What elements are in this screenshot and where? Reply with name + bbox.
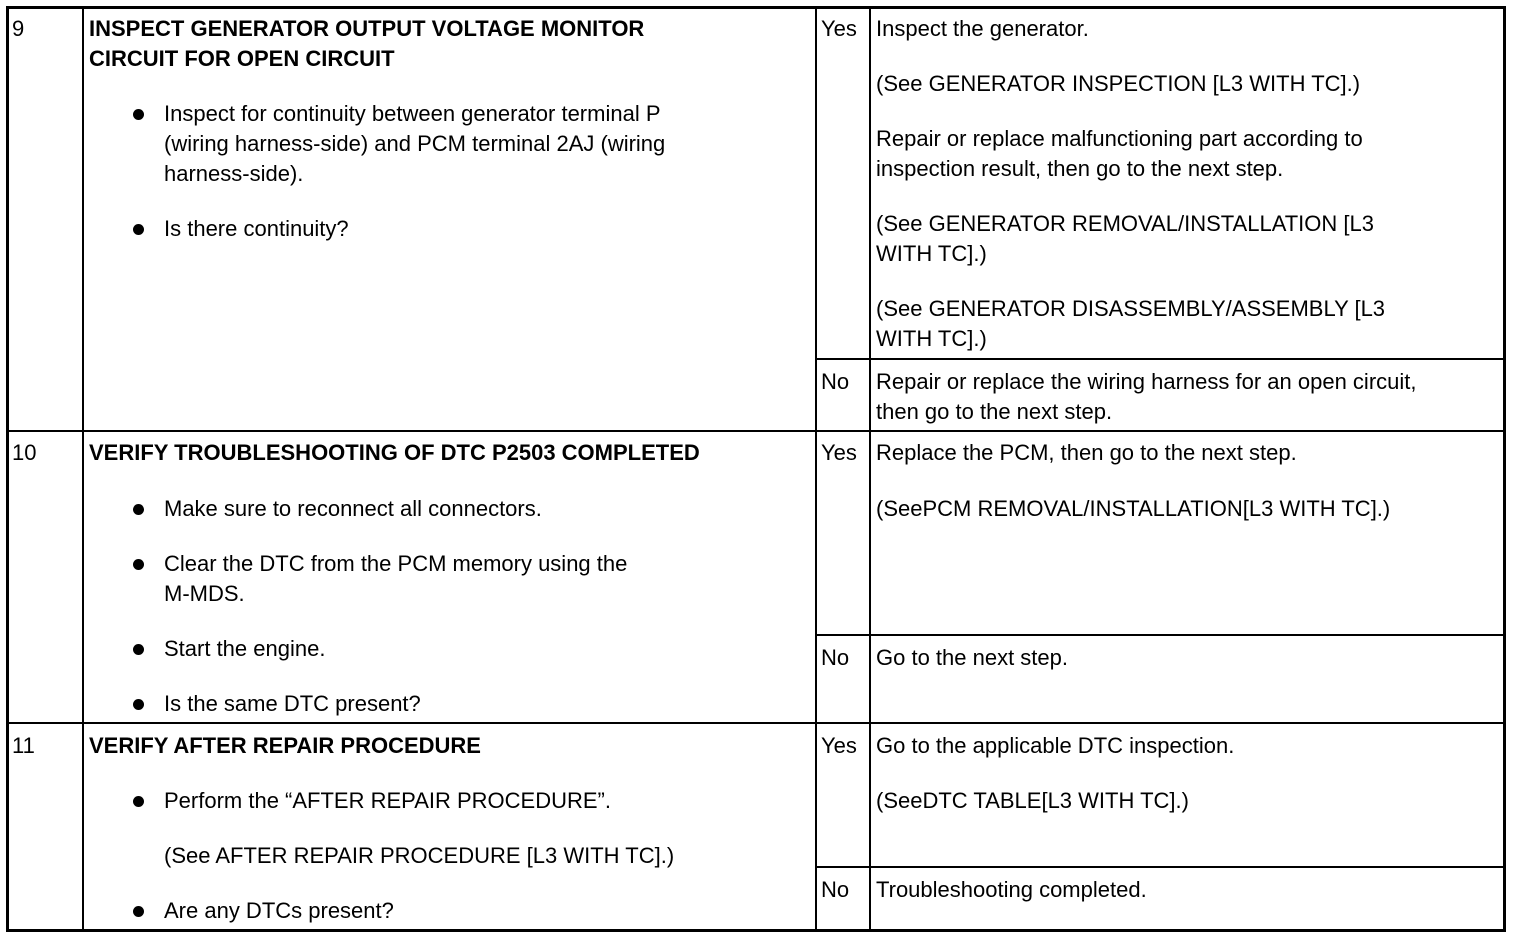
bullet-icon [133,699,144,710]
instruction-question: Are any DTCs present? [164,898,394,923]
yes-no-divider-9 [815,358,1506,360]
row-divider-10-11 [8,722,1506,724]
column-divider-result [869,8,871,930]
yes-action: Repair or replace malfunctioning part according to [876,126,1363,151]
step-title: VERIFY AFTER REPAIR PROCEDURE [89,733,481,758]
reference-link[interactable]: WITH TC].) [876,241,987,266]
step-title: CIRCUIT FOR OPEN CIRCUIT [89,46,395,71]
no-action: Go to the next step. [876,645,1069,670]
bullet-icon [133,796,144,807]
bullet-icon [133,504,144,515]
instruction-question: Is the same DTC present? [164,691,421,716]
yes-action: Go to the applicable DTC inspection. [876,733,1235,758]
yes-label: Yes [821,16,857,41]
row-divider-9-10 [8,430,1506,432]
bullet-icon [133,224,144,235]
reference-link[interactable]: (SeeDTC TABLE[L3 WITH TC].) [876,788,1189,813]
bullet-icon [133,559,144,570]
no-label: No [821,369,850,394]
instruction-text: Perform the “AFTER REPAIR PROCEDURE”. [164,788,611,813]
column-divider-step [82,8,84,930]
no-action: Troubleshooting completed. [876,877,1147,902]
step-number: 11 [12,733,35,758]
yes-label: Yes [821,440,857,465]
instruction-text: Start the engine. [164,636,326,661]
reference-link[interactable]: (See GENERATOR INSPECTION [L3 WITH TC].) [876,71,1361,96]
yes-action: Replace the PCM, then go to the next step. [876,440,1297,465]
column-divider-action [815,8,817,930]
no-label: No [821,645,850,670]
step-number: 10 [12,440,37,465]
instruction-text: Clear the DTC from the PCM memory using the [164,551,628,576]
instruction-text: harness-side). [164,161,304,186]
yes-label: Yes [821,733,857,758]
bullet-icon [133,906,144,917]
bullet-icon [133,644,144,655]
reference-link[interactable]: WITH TC].) [876,326,987,351]
yes-action: inspection result, then go to the next step. [876,156,1284,181]
instruction-question: Is there continuity? [164,216,349,241]
yes-no-divider-11 [815,866,1506,868]
bullet-icon [133,109,144,120]
reference-link[interactable]: (See GENERATOR REMOVAL/INSTALLATION [L3 [876,211,1374,236]
step-title: VERIFY TROUBLESHOOTING OF DTC P2503 COMPLETED [89,440,700,465]
step-number: 9 [12,16,25,41]
step-title: INSPECT GENERATOR OUTPUT VOLTAGE MONITOR [89,16,645,41]
reference-link[interactable]: (SeePCM REMOVAL/INSTALLATION[L3 WITH TC].) [876,496,1391,521]
instruction-text: (wiring harness-side) and PCM terminal 2AJ (wiring [164,131,666,156]
no-action: Repair or replace the wiring harness for an open circuit, [876,369,1417,394]
reference-link[interactable]: (See GENERATOR DISASSEMBLY/ASSEMBLY [L3 [876,296,1386,321]
instruction-text: M-MDS. [164,581,245,606]
yes-no-divider-10 [815,634,1506,636]
instruction-text: Make sure to reconnect all connectors. [164,496,542,521]
reference-link[interactable]: (See AFTER REPAIR PROCEDURE [L3 WITH TC].) [164,843,675,868]
no-action: then go to the next step. [876,399,1113,424]
yes-action: Inspect the generator. [876,16,1089,41]
no-label: No [821,877,850,902]
instruction-text: Inspect for continuity between generator terminal P [164,101,661,126]
